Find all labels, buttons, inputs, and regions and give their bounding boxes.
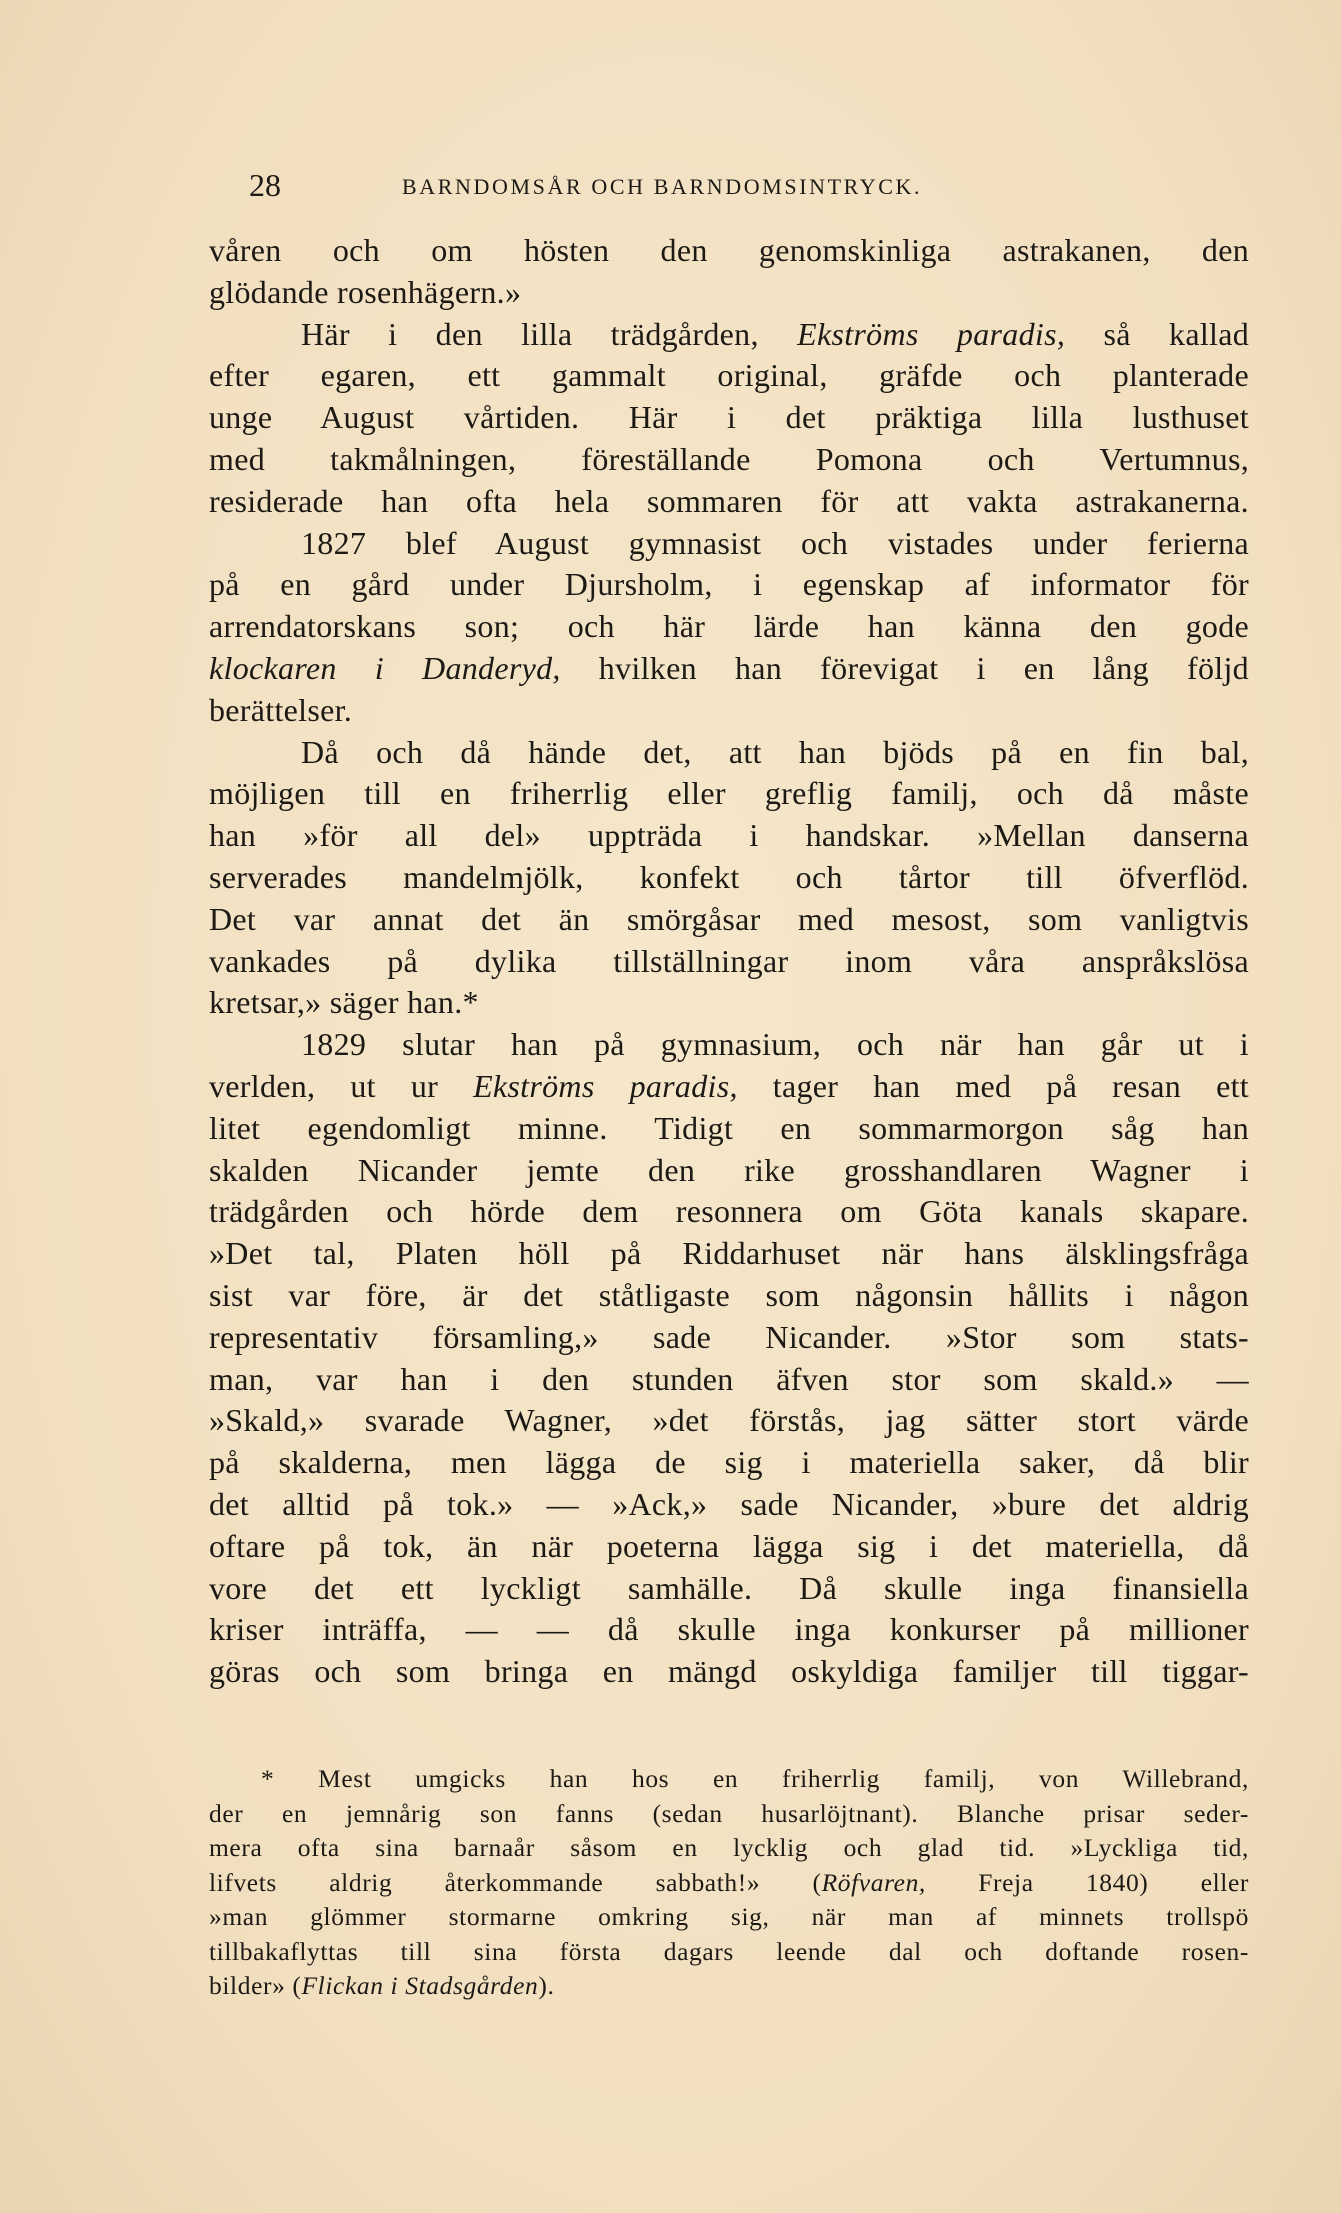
- footnote-line: * Mest umgicks han hos en friherrlig familj, von Willebrand,: [261, 1764, 1249, 1793]
- text-line: skalden Nicander jemte den rike grosshandlaren Wagner i: [209, 1151, 1249, 1188]
- text-line: det alltid på tok.» — »Ack,» sade Nicander, »bure det aldrig: [209, 1485, 1249, 1522]
- text-line: »Det tal, Platen höll på Riddarhuset när hans älsklingsfråga: [209, 1235, 1249, 1272]
- text-line: på en gård under Djursholm, i egenskap af informator för: [209, 566, 1249, 603]
- page-header: [209, 163, 1249, 207]
- italic-text: Röfvaren,: [821, 1867, 926, 1897]
- page-number: 28: [249, 167, 281, 203]
- text-line: verlden, ut ur Ekströms paradis, tager han med på resan ett: [209, 1067, 1249, 1104]
- text-line: litet egendomligt minne. Tidigt en sommarmorgon såg han: [209, 1109, 1249, 1146]
- italic-text: klockaren i Danderyd,: [209, 649, 561, 686]
- footnote-line: »man glömmer stormarne omkring sig, när man af minnets trollspö: [209, 1902, 1249, 1931]
- text-line: 1829 slutar han på gymnasium, och när han går ut i: [301, 1026, 1249, 1063]
- text-line: vore det ett lyckligt samhälle. Då skulle inga finansiella: [209, 1569, 1249, 1606]
- footnote-line: tillbakaflyttas till sina första dagars leende dal och doftande rosen-: [209, 1936, 1249, 1966]
- text-line: han »för all del» uppträda i handskar. »Mellan danserna: [209, 817, 1249, 854]
- text-line: arrendatorskans son; och här lärde han känna den gode: [209, 608, 1249, 645]
- italic-text: Flickan i Stadsgården: [301, 1971, 539, 2000]
- text-line: möjligen till en friherrlig eller greflig familj, och då måste: [209, 775, 1249, 812]
- text-line: glödande rosenhägern.»: [209, 273, 522, 310]
- text-line: våren och om hösten den genomskinliga astrakanen, den: [209, 232, 1249, 268]
- text-line: oftare på tok, än när poeterna lägga sig i det materiella, då: [209, 1527, 1249, 1564]
- text-line: sist var före, är det ståtligaste som någonsin hållits i någon: [209, 1276, 1249, 1313]
- running-title: BARNDOMSÅR OCH BARNDOMSINTRYCK.: [402, 174, 923, 199]
- footnote-line: der en jemnårig son fanns (sedan husarlöjtnant). Blanche prisar seder-: [209, 1798, 1249, 1828]
- italic-text: Ekströms paradis,: [797, 315, 1066, 352]
- text-line: Det var annat det än smörgåsar med mesost, som vanligtvis: [209, 900, 1249, 937]
- text-line: trädgården och hörde dem resonnera om Göta kanals skapare.: [209, 1193, 1249, 1230]
- text-line: göras och som bringa en mängd oskyldiga familjer till tiggar-: [209, 1653, 1249, 1690]
- text-line: serverades mandelmjölk, konfekt och tårtor till öfverflöd.: [209, 858, 1249, 895]
- italic-text: Ekströms paradis,: [473, 1067, 738, 1104]
- text-line: efter egaren, ett gammalt original, gräfde och planterade: [209, 357, 1249, 394]
- footnote-line: lifvets aldrig återkommande sabbath!» (Röfvaren, Freja 1840) eller: [209, 1867, 1250, 1897]
- text-line: 1827 blef August gymnasist och vistades under ferierna: [301, 524, 1249, 561]
- text-line: med takmålningen, föreställande Pomona och Vertumnus,: [209, 440, 1249, 477]
- text-line: på skalderna, men lägga de sig i materiella saker, då blir: [209, 1444, 1249, 1481]
- body-text: [209, 230, 1249, 1693]
- text-line: representativ församling,» sade Nicander. »Stor som stats-: [209, 1318, 1249, 1355]
- text-line: kriser inträffa, — — då skulle inga konkurser på millioner: [209, 1611, 1249, 1648]
- text-line: »Skald,» svarade Wagner, »det förstås, jag sätter stort värde: [209, 1402, 1249, 1439]
- text-line: unge August vårtiden. Här i det präktiga lilla lusthuset: [209, 399, 1249, 436]
- text-line: residerade han ofta hela sommaren för att vakta astrakanerna.: [209, 482, 1249, 519]
- text-line: vankades på dylika tillställningar inom våra anspråkslösa: [209, 942, 1249, 979]
- footnote-line: bilder» (Flickan i Stadsgården).: [209, 1971, 555, 2000]
- text-line: klockaren i Danderyd, hvilken han förevigat i en lång följd: [209, 649, 1249, 686]
- text-line: Här i den lilla trädgården, Ekströms paradis, så kallad: [301, 315, 1250, 352]
- text-line: Då och då hände det, att han bjöds på en fin bal,: [301, 733, 1249, 770]
- footnote-line: mera ofta sina barnaår såsom en lycklig och glad tid. »Lyckliga tid,: [209, 1833, 1249, 1862]
- text-line: man, var han i den stunden äfven stor som skald.» —: [209, 1360, 1249, 1397]
- text-line: kretsar,» säger han.*: [209, 984, 479, 1021]
- text-line: berättelser.: [209, 691, 353, 728]
- footnote: [209, 1762, 1249, 2004]
